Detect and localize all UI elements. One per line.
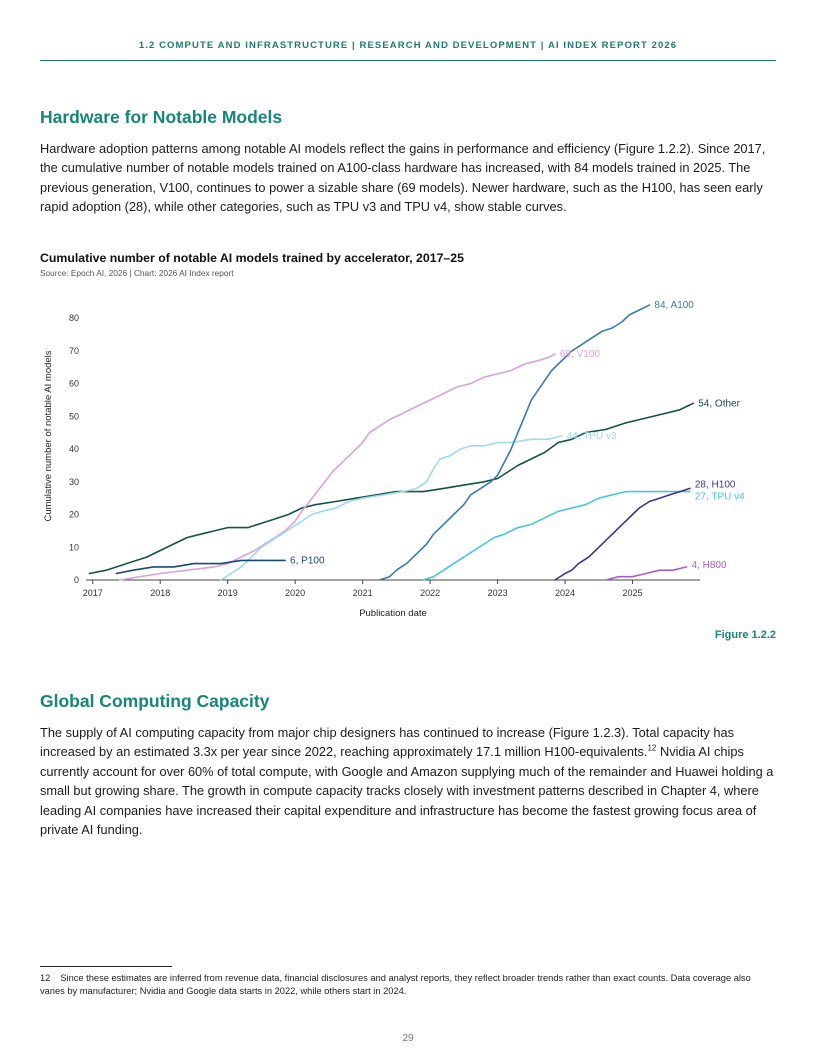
x-tick-label: 2020 [285, 587, 306, 598]
series-end-label-h100: 28, H100 [694, 479, 736, 491]
series-line-a100 [380, 305, 650, 580]
page-number: 29 [402, 1033, 414, 1044]
capacity-text-pre: The supply of AI computing capacity from major chip designers has continued to increase (Figure 1.2.3). Total capacity has increased by an estimated 3.3x per year since 2022, reaching approximately 17.1 million H100-equivalents. [40, 724, 734, 760]
y-tick-label: 80 [68, 312, 79, 323]
capacity-text-post: Nvidia AI chips currently account for over 60% of total compute, with Google and Amazon supplying much of the remainder and Huawei holding a small but growing share. The growth in compute capacity tracks closely with investment patterns described in Chapter 4, where leading AI companies have increased their capital expenditure and infrastructure has become the fastest growing focus area of private AI funding. [40, 744, 774, 837]
y-tick-label: 30 [68, 476, 79, 487]
series-end-label-other: 54, Other [698, 398, 740, 410]
page-content [0, 107, 816, 839]
series-line-v100 [120, 354, 555, 580]
y-tick-label: 40 [68, 443, 79, 454]
footnote-rule [40, 966, 172, 967]
series-line-h800 [606, 567, 687, 580]
y-tick-label: 10 [68, 542, 79, 553]
x-tick-label: 2023 [487, 587, 508, 598]
footnote-marker: 12 [40, 973, 51, 983]
figure-label: Figure 1.2.2 [714, 628, 776, 641]
y-tick-label: 50 [68, 411, 79, 422]
y-tick-label: 20 [68, 509, 79, 520]
footnote [40, 966, 776, 998]
chart-canvas [40, 282, 776, 622]
chart-source: Source: Epoch AI, 2026 | Chart: 2026 AI Index report [40, 267, 234, 278]
footnote-text: Since these estimates are inferred from revenue data, financial disclosures and analyst reports, they reflect broader trends rather than exact counts. Data coverage also varies by manufacturer; Nvidia and Google data starts in 2022, while others start in 2024. [40, 973, 751, 996]
series-end-label-a100: 84, A100 [654, 299, 694, 311]
x-tick-label: 2018 [150, 587, 171, 598]
x-axis-title: Publication date [359, 607, 427, 619]
series-end-label-h800: 4, H800 [691, 559, 727, 571]
series-end-label-v100: 69, V100 [559, 348, 600, 360]
y-tick-label: 70 [68, 345, 79, 356]
series-line-p100 [116, 560, 285, 573]
x-tick-label: 2017 [82, 587, 103, 598]
section-body-hardware: Hardware adoption patterns among notable AI models reflect the gains in performance and efficiency (Figure 1.2.2). Since 2017, the cumulative number of notable models trained on A100-class hardware has increased, with 84 models trained in 2025. The previous generation, V100, continues to power a sizable share (69 models). Newer hardware, such as the H100, has seen early rapid adoption (28), while other categories, such as TPU v3 and TPU v4, show stable curves. [40, 141, 766, 215]
series-line-other [89, 403, 693, 573]
chart-title: Cumulative number of notable AI models trained by accelerator, 2017–25 [40, 250, 464, 265]
x-tick-label: 2024 [555, 587, 576, 598]
x-tick-label: 2021 [352, 587, 373, 598]
series-end-label-tpu-v4: 27, TPU v4 [694, 491, 745, 503]
y-tick-label: 60 [68, 378, 79, 389]
series-end-label-p100: 6, P100 [290, 555, 325, 567]
x-tick-label: 2019 [217, 587, 238, 598]
x-tick-label: 2025 [622, 587, 643, 598]
y-tick-label: 0 [73, 574, 79, 585]
y-axis-title: Cumulative number of notable AI models [43, 350, 54, 522]
section-body-capacity [40, 723, 776, 840]
accelerator-line-chart [40, 282, 776, 627]
series-end-label-tpu-v3: 44, TPU v3 [566, 430, 617, 442]
series-line-h100 [555, 488, 690, 580]
footnote-ref-12: 12 [647, 743, 657, 753]
x-tick-label: 2022 [420, 587, 441, 598]
figure-1-2-2 [40, 251, 776, 641]
section-title-capacity: Global Computing Capacity [40, 690, 270, 711]
series-line-tpu-v3 [221, 436, 562, 580]
running-header: 1.2 COMPUTE AND INFRASTRUCTURE | RESEARCH AND DEVELOPMENT | AI INDEX REPORT 2026 [138, 40, 678, 51]
header-rule [40, 60, 776, 61]
section-title-hardware: Hardware for Notable Models [40, 107, 283, 127]
